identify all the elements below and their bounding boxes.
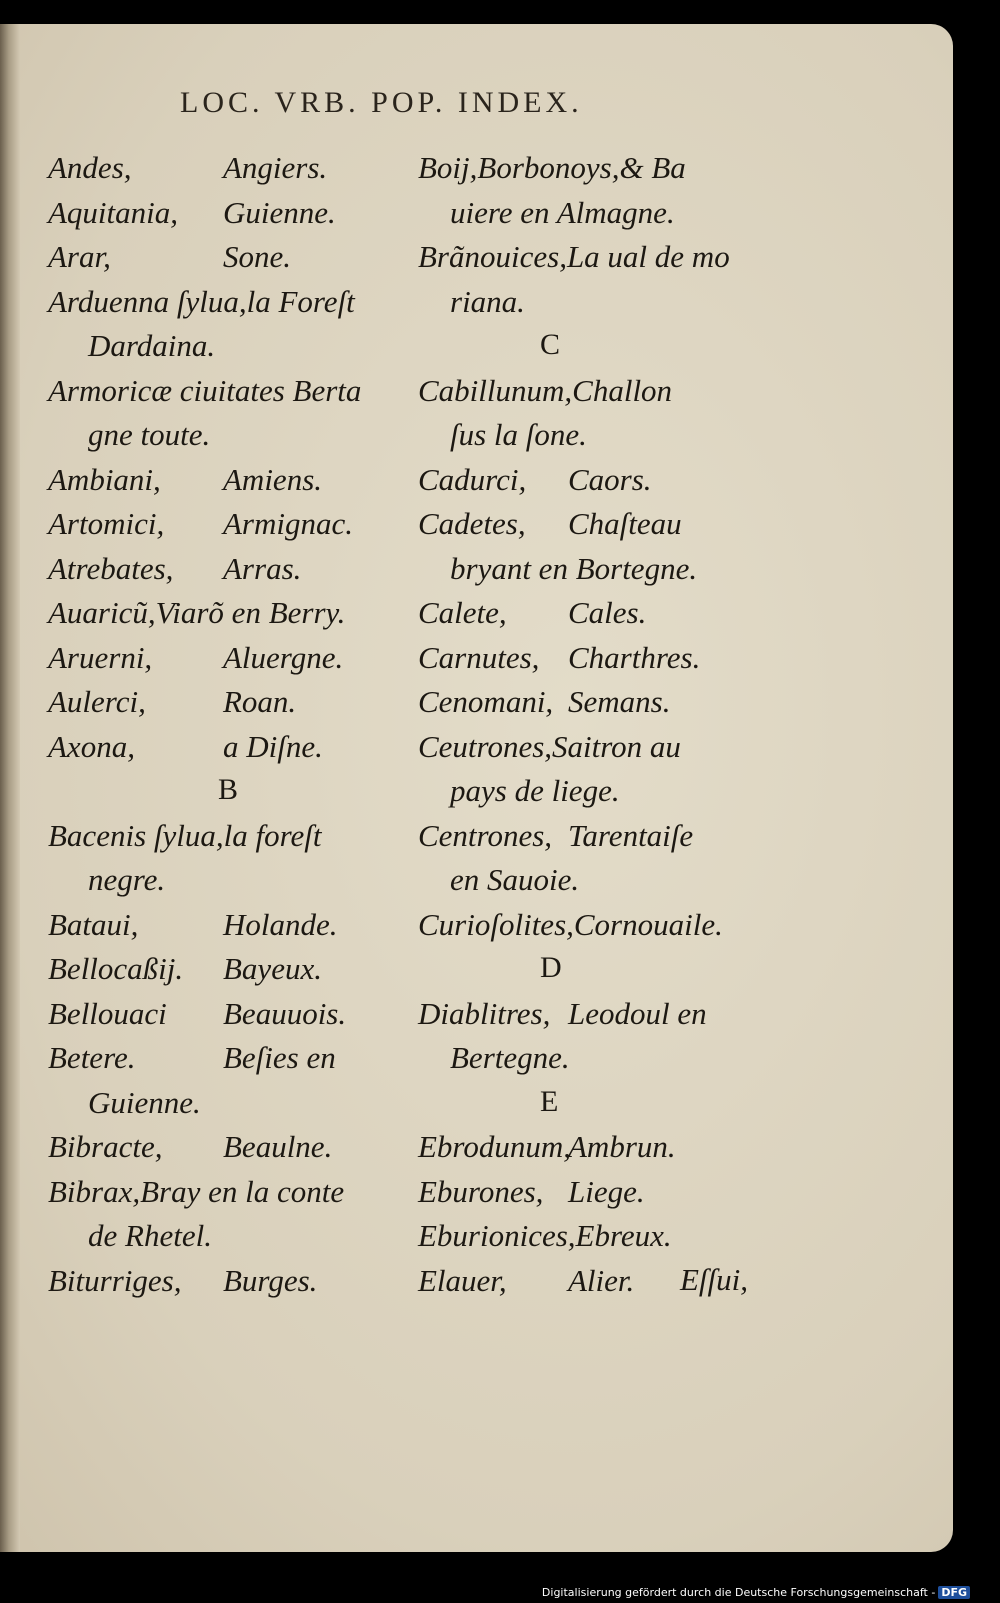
index-entry [48,411,438,456]
entry-latin: ſus la ſone. [450,417,587,452]
index-entry [418,545,763,590]
entry-french: Beſies en [223,1040,336,1075]
entry-french: Holande. [223,906,338,942]
index-entry [418,1168,763,1213]
entry-latin: Bibrax,Bray en la conte [48,1173,345,1209]
entry-latin: Cenomani, [418,684,554,719]
index-entry [48,856,438,901]
index-entry [418,278,763,323]
entry-french: Alier. [568,1262,635,1298]
section-letter: E [540,1084,559,1118]
index-entry [48,144,438,189]
entry-latin: de Rhetel. [88,1218,212,1253]
index-entry [48,1212,438,1257]
index-entry [48,278,438,323]
dfg-logo: DFG [938,1586,970,1599]
entry-latin: Bellocaßij. [48,951,184,986]
entry-latin: Auaricũ,Viarõ en Berry. [48,595,346,630]
entry-latin: Aulerci, [48,684,146,719]
index-entry [418,634,763,679]
left-column [48,144,438,1301]
entry-french: Charthres. [568,639,701,675]
entry-french: Sone. [223,239,292,274]
entry-latin: Eburones, [418,1173,544,1209]
entry-french: Beauuois. [223,995,347,1031]
entry-latin: Atrebates, [48,550,174,586]
footer-text: Digitalisierung gefördert durch die Deutsche Forschungsgemeinschaft - [541,1586,936,1599]
entry-french: Beaulne. [223,1129,333,1164]
section-letter-line [48,767,438,812]
entry-latin: en Sauoie. [450,862,580,897]
entry-latin: Andes, [48,150,132,185]
index-entry [48,1168,438,1213]
index-entry [418,901,763,946]
index-entry [418,500,763,545]
section-letter-line [418,1079,763,1124]
entry-latin: Axona, [48,728,135,764]
index-entry [48,812,438,857]
entry-french: Bayeux. [223,951,322,986]
index-entry [48,189,438,234]
section-letter: B [218,773,239,806]
entry-latin: Dardaina. [88,328,216,363]
entry-latin: Cabillunum,Challon [418,372,673,408]
entry-latin: Arduenna ſylua,la Foreſt [48,283,355,319]
entry-latin: Boij,Borbonoys,& Ba [418,150,686,185]
entry-latin: Elauer, [418,1262,507,1298]
index-entry [48,367,438,412]
index-entry [418,767,763,812]
entry-latin: Carnutes, [418,639,540,675]
index-entry [48,634,438,679]
entry-latin: Centrones, [418,817,553,853]
entry-latin: Eburionices,Ebreux. [418,1218,672,1253]
entry-french: Leodoul en [568,995,707,1031]
index-entry [418,990,763,1035]
entry-french: Tarentaiſe [568,817,694,853]
index-entry [418,411,763,456]
entry-french: Arras. [223,550,302,586]
page-header: LOC. VRB. POP. INDEX. [180,86,583,119]
index-entry [48,1257,438,1302]
entry-french: Caors. [568,461,652,497]
catchword: Eſſui, [680,1262,749,1297]
entry-latin: Ambiani, [48,461,161,497]
entry-latin: Cadetes, [418,506,526,541]
entry-french: Roan. [223,684,297,719]
index-entry [48,589,438,634]
entry-latin: Arar, [48,239,111,274]
section-letter-line [418,322,763,367]
index-entry [418,189,763,234]
entry-latin: Curioſolites,Cornouaile. [418,906,723,942]
entry-french: Chaſteau [568,506,682,541]
index-entry [418,1212,763,1257]
entry-latin: Diablitres, [418,995,551,1031]
entry-french: Aluergne. [223,639,344,675]
entry-french: Angiers. [223,150,328,185]
index-entry [48,723,438,768]
entry-latin: Bertegne. [450,1040,570,1075]
entry-latin: Calete, [418,595,507,630]
index-entry [48,500,438,545]
entry-latin: Guienne. [88,1084,201,1120]
entry-latin: Bacenis ſylua,la foreſt [48,817,322,853]
entry-french: Liege. [568,1173,645,1209]
book-page [0,24,953,1552]
index-entry [48,233,438,278]
entry-french: Ambrun. [568,1129,676,1164]
index-entry [418,367,763,412]
index-entry [418,589,763,634]
right-column [418,144,763,1301]
entry-latin: Ebrodunum, [418,1129,571,1164]
entry-latin: pays de liege. [450,773,620,808]
entry-french: Semans. [568,684,671,719]
entry-latin: Bataui, [48,906,139,942]
entry-latin: Bibracte, [48,1129,163,1164]
entry-french: Amiens. [223,461,323,497]
index-entry [418,1123,763,1168]
index-entry [418,856,763,901]
section-letter-line [418,945,763,990]
entry-french: Cales. [568,595,647,630]
index-entry [418,1034,763,1079]
index-entry [48,678,438,723]
entry-french: a Diſne. [223,728,323,764]
index-entry [48,901,438,946]
entry-latin: Artomici, [48,506,165,541]
index-entry [48,322,438,367]
index-entry [48,990,438,1035]
entry-latin: Bellouaci [48,995,167,1031]
entry-latin: negre. [88,862,166,897]
index-entry [418,233,763,278]
footer [542,1586,970,1599]
entry-latin: gne toute. [88,417,211,452]
entry-latin: Biturriges, [48,1262,182,1298]
entry-french: Guienne. [223,194,336,230]
index-entry [48,456,438,501]
index-entry [48,1123,438,1168]
entry-latin: Ceutrones,Saitron au [418,728,681,764]
index-entry [48,945,438,990]
page-gutter [0,24,20,1552]
entry-latin: riana. [450,283,525,319]
index-entry [418,723,763,768]
entry-french: Burges. [223,1262,318,1298]
entry-latin: Betere. [48,1040,136,1075]
index-entry [48,545,438,590]
index-entry [418,812,763,857]
index-entry [418,678,763,723]
entry-latin: Aquitania, [48,194,179,230]
section-letter: C [540,328,561,361]
section-letter: D [540,951,562,984]
entry-latin: Aruerni, [48,639,153,675]
entry-latin: uiere en Almagne. [450,194,675,230]
entry-latin: Cadurci, [418,461,527,497]
index-entry [48,1079,438,1124]
index-entry [48,1034,438,1079]
entry-latin: bryant en Bortegne. [450,550,698,586]
index-entry [418,456,763,501]
entry-latin: Armoricæ ciuitates Berta [48,372,362,408]
index-entry [418,144,763,189]
entry-french: Armignac. [223,506,354,541]
entry-latin: Brãnouices,La ual de mo [418,239,730,274]
